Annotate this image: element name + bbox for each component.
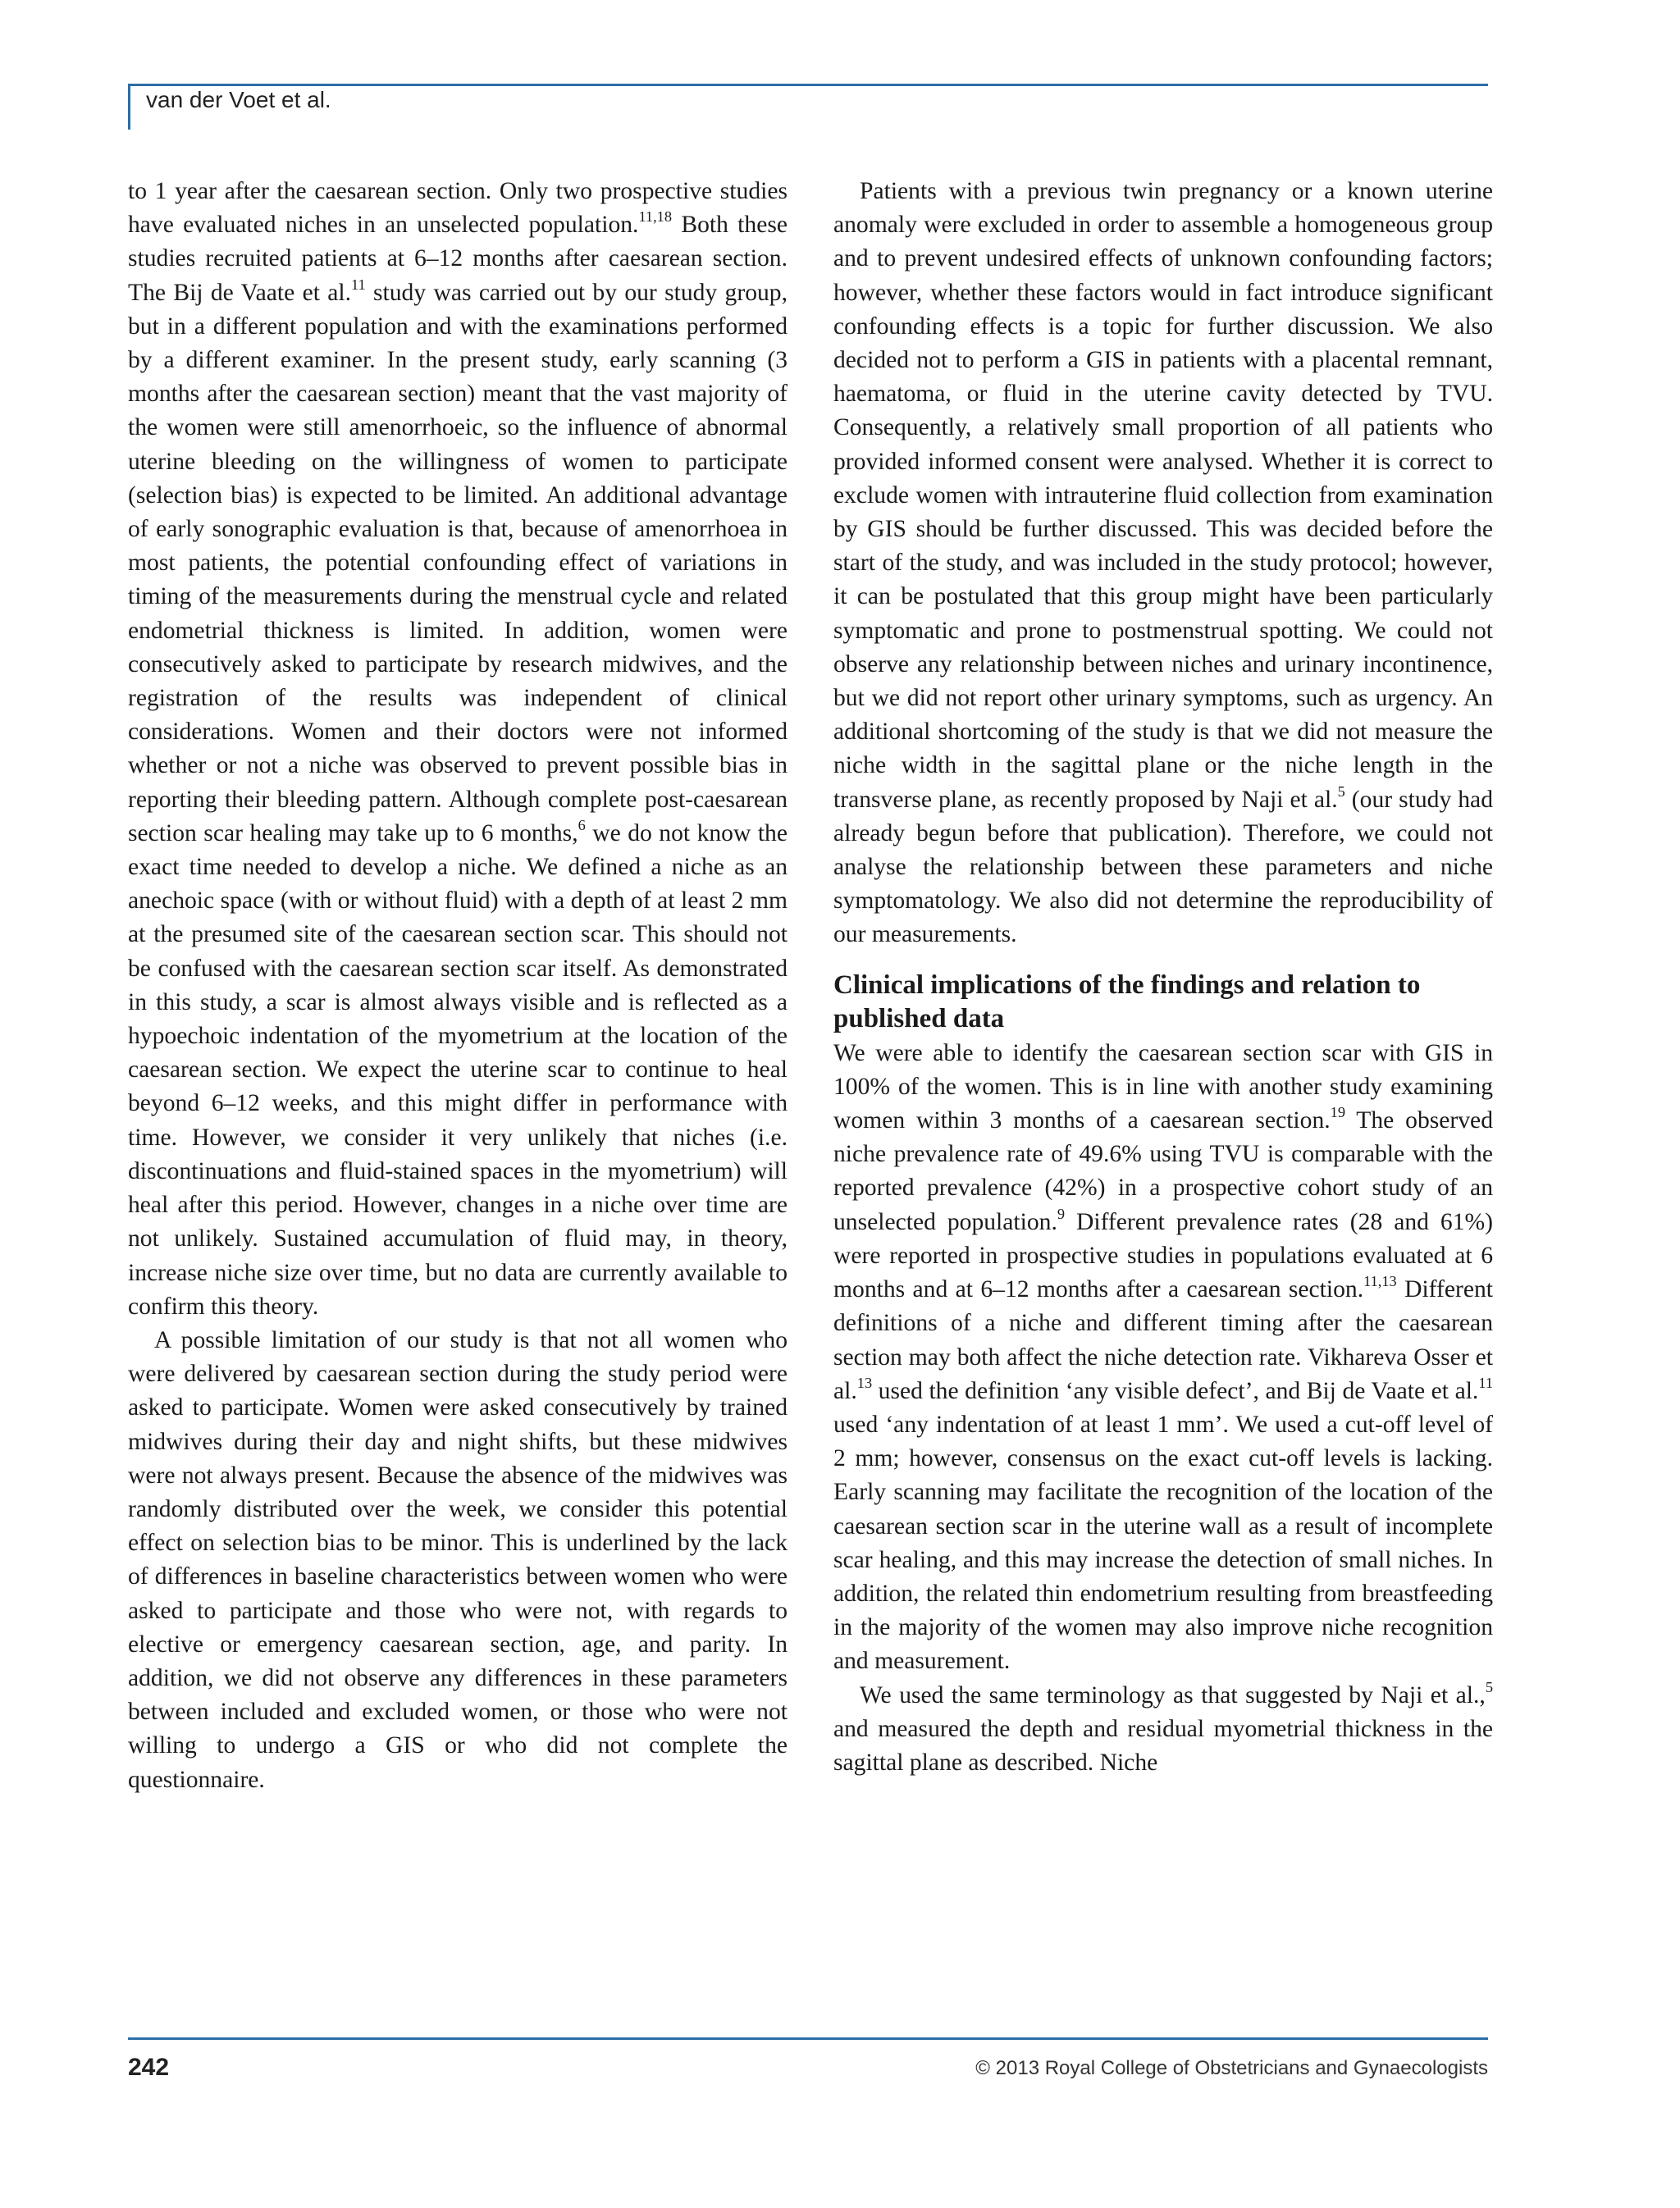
text-run: Patients with a previous twin pregnancy or a known uterine anomaly were excluded in order to assemble a homogeneous group and to prevent undesired effects of unknown confounding factors; however, whether these factors would in fact introduce significant confounding effects is a topic for further discussion. We also decided not to perform a GIS in patients with a placental remnant, haematoma, or fluid in the uterine cavity detected by TVU. Consequently, a relatively small proportion of all patients who provided informed consent were analysed. Whether it is correct to exclude women with intrauterine fluid collection from examination by GIS should be further discussed. This was decided before the start of the study, and was included in the study protocol; however, it can be postulated that this group might have been particularly symptomatic and prone to postmenstrual spotting. We could not observe any relationship between niches and urinary incontinence, but we did not report other urinary symptoms, such as urgency. An additional shortcoming of the study is that we did not measure the niche width in the sagittal plane or the niche length in the transverse plane, as recently proposed by Naji et al.	[833, 178, 1493, 813]
right-paragraph-3	[833, 1679, 1493, 1781]
text-run: Different definitions of a niche and different timing after the caesarean section may both affect the niche detection rate. Vikhareva Osser et al.	[833, 1276, 1493, 1404]
text-run: Both these studies recruited patients at 6–12 months after caesarean section. The Bij de Vaate et al.	[128, 212, 788, 306]
right-paragraph-2	[833, 1037, 1493, 1679]
header-rule	[128, 84, 1488, 86]
citation-ref: 5	[1337, 782, 1345, 800]
left-paragraph-2: A possible limitation of our study is that not all women who were delivered by caesarean section during the study period were asked to participate. Women were asked consecutively by trained midwives during their day and night shifts, but these midwives were not always present. Because the absence of the midwives was randomly distributed over the week, we consider this potential effect on selection bias to be minor. This is underlined by the lack of differences in baseline characteristics between women who were asked to participate and those who were not, with regards to elective or emergency caesarean section, age, and parity. In addition, we did not observe any differences in these parameters between included and excluded women, or those who were not willing to undergo a GIS or who did not complete the questionnaire.	[128, 1326, 788, 1793]
citation-ref: 11,13	[1363, 1272, 1397, 1289]
text-run: used the definition ‘any visible defect’, and Bij de Vaate et al.	[872, 1377, 1479, 1404]
text-run: to 1 year after the caesarean section. Only two prospective studies have evaluated niches in an unselected population.	[128, 178, 788, 239]
left-column	[128, 175, 788, 1797]
text-run: study was carried out by our study group, but in a different population and with the examinations performed by a different examiner. In the present study, early scanning (3 months after the caesarean section) meant that the vast majority of the women were still amenorrhoeic, so the influence of abnormal uterine bleeding on the willingness of women to participate (selection bias) is expected to be limited. An additional advantage of early sonographic evaluation is that, because of amenorrhoea in most patients, the potential confounding effect of variations in timing of the measurements during the menstrual cycle and related endometrial thickness is limited. In addition, women were consecutively asked to participate by research midwives, and the registration of the results was independent of clinical considerations. Women and their doctors were not informed whether or not a niche was observed to prevent possible bias in reporting their bleeding pattern. Although complete post-caesarean section scar healing may take up to 6 months,	[128, 279, 788, 846]
citation-ref: 11,18	[638, 208, 673, 225]
citation-ref: 6	[578, 816, 586, 833]
citation-ref: 9	[1057, 1205, 1066, 1222]
citation-ref: 11	[351, 276, 366, 293]
citation-ref: 5	[1485, 1678, 1493, 1695]
page-number: 242	[128, 2054, 170, 2081]
running-head: van der Voet et al.	[146, 87, 331, 112]
right-column	[833, 175, 1493, 1780]
text-run: used ‘any indentation of at least 1 mm’. We used a cut-off level of 2 mm; however, consensus on the exact cut-off levels is lacking. Early scanning may facilitate the recognition of the location of the caesarean section scar in the uterine wall as a result of incomplete scar healing, and this may increase the detection of small niches. In addition, the related thin endometrium resulting from breastfeeding in the majority of the women may also improve niche recognition and measurement.	[833, 1411, 1493, 1675]
header-rule-tick	[128, 84, 130, 130]
text-run: and measured the depth and residual myometrial thickness in the sagittal plane as described. Niche	[833, 1715, 1493, 1776]
section-heading: Clinical implications of the findings and relation to published data	[833, 969, 1421, 1033]
citation-ref: 13	[856, 1374, 873, 1391]
left-paragraph-1	[128, 175, 788, 1324]
text-run: The observed niche prevalence rate of 49.6% using TVU is comparable with the reported prevalence (42%) in a prospective cohort study of an unselected population.	[833, 1107, 1493, 1235]
citation-ref: 11	[1478, 1374, 1493, 1391]
text-run: we do not know the exact time needed to develop a niche. We defined a niche as an anechoic space (with or without fluid) with a depth of at least 2 mm at the presumed site of the caesarean section scar. This should not be confused with the caesarean section scar itself. As demonstrated in this study, a scar is almost always visible and is reflected as a hypoechoic indentation of the myometrium at the location of the caesarean section. We expect the uterine scar to continue to heal beyond 6–12 weeks, and this might differ in performance with time. However, we consider it very unlikely that niches (i.e. discontinuations and fluid-stained spaces in the myometrium) will heal after this period. However, changes in a niche over time are not unlikely. Sustained accumulation of fluid may, in theory, increase niche size over time, but no data are currently available to confirm this theory.	[128, 819, 788, 1320]
right-paragraph-1	[833, 175, 1493, 952]
footer-rule	[128, 2037, 1488, 2040]
text-run: We were able to identify the caesarean section scar with GIS in 100% of the women. This is in line with another study examining women within 3 months of a caesarean section.	[833, 1039, 1493, 1134]
text-run: Different prevalence rates (28 and 61%) were reported in prospective studies in populations evaluated at 6 months and at 6–12 months after a caesarean section.	[833, 1208, 1493, 1303]
citation-ref: 19	[1330, 1103, 1345, 1120]
copyright-notice: © 2013 Royal College of Obstetricians and Gynaecologists	[975, 2057, 1488, 2079]
text-run: We used the same terminology as that suggested by Naji et al.,	[860, 1681, 1486, 1708]
text-run: (our study had already begun before that publication). Therefore, we could not analyse the relationship between these parameters and niche symptomatology. We also did not determine the reproducibility of our measurements.	[833, 786, 1493, 948]
